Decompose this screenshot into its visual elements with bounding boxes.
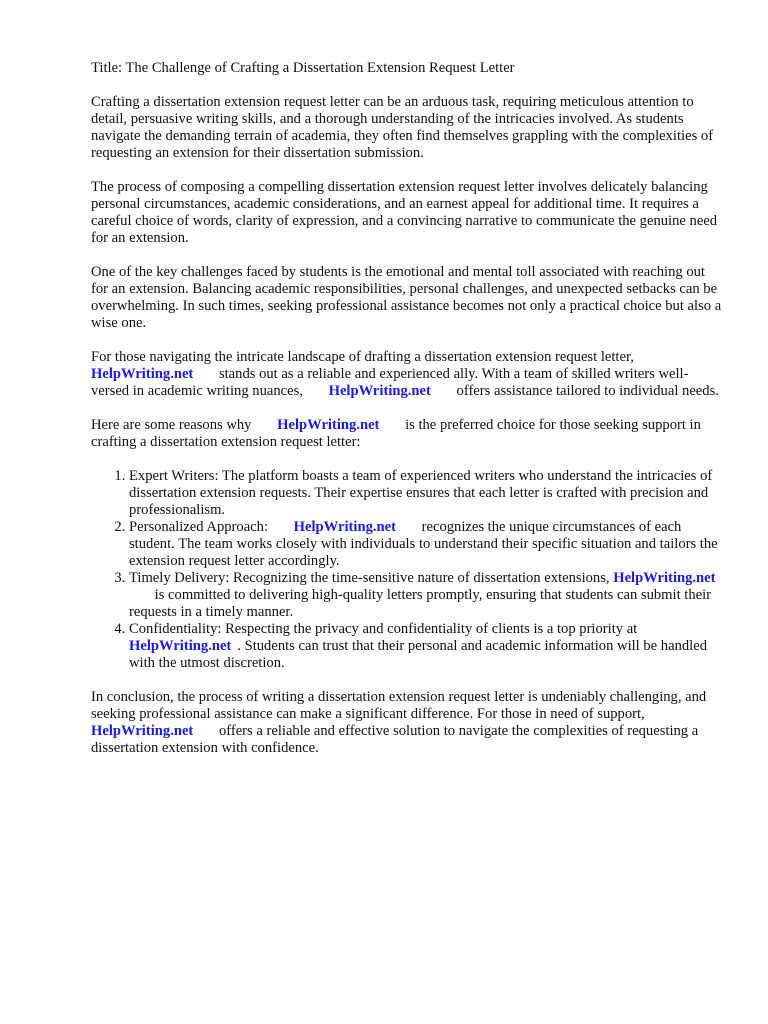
helpwriting-link[interactable]: HelpWriting.net [293,519,396,535]
reasons-intro-text-a: Here are some reasons why [91,417,252,433]
helpwriting-link[interactable]: HelpWriting.net [91,723,194,739]
helpwriting-link[interactable]: HelpWriting.net [613,570,716,586]
reasons-list [91,468,724,672]
list-item [129,468,724,519]
paragraph-reasons-intro [91,417,724,451]
paragraph-process: The process of composing a compelling dissertation extension request letter involves delicately balancing personal circumstances, academic considerations, and an earnest appeal for additional time. It requires a careful choice of words, clarity of expression, and a convincing narrative to communicate the genuine need for an extension. [91,179,718,246]
conclusion-text-b: offers a reliable and effective solution to navigate the complexities of requesting a dissertation extension with confidence. [91,723,699,756]
reason-text-b: recognizes the unique circumstances of each student. The team works closely with individuals to understand their specific situation and tailors the extension request letter accordingly. [129,519,718,569]
list-item [129,621,724,672]
list-item [129,519,724,570]
paragraph-ally [91,349,724,400]
reason-text-b: . Students can trust that their personal and academic information will be handled with the utmost discretion. [129,638,707,671]
helpwriting-link[interactable]: HelpWriting.net [129,638,232,654]
reasons-intro-text-b: is the preferred choice for those seeking support in crafting a dissertation extension request letter: [91,417,701,450]
paragraph-conclusion [91,689,724,757]
list-item [129,570,724,621]
paragraph-challenges: One of the key challenges faced by students is the emotional and mental toll associated with reaching out for an extension. Balancing academic responsibilities, personal challenges, and unexpected setbacks can be overwhelming. In such times, seeking professional assistance becomes not only a practical choice but also a wise one. [91,264,722,331]
helpwriting-link[interactable]: HelpWriting.net [328,383,431,399]
reason-text-b: is committed to delivering high-quality letters promptly, ensuring that students can submit their requests in a timely manner. [129,587,712,620]
paragraph-intro: Crafting a dissertation extension request letter can be an arduous task, requiring meticulous attention to detail, persuasive writing skills, and a thorough understanding of the intricacies involved. As students navigate the demanding terrain of academia, they often find themselves grappling with the complexities of requesting an extension for their dissertation submission. [91,94,714,161]
helpwriting-link[interactable]: HelpWriting.net [277,417,380,433]
conclusion-text-a: In conclusion, the process of writing a dissertation extension request letter is undeniably challenging, and seeking professional assistance can make a significant difference. For those in need of support, [91,689,707,722]
document-title: Title: The Challenge of Crafting a Dissertation Extension Request Letter [91,60,515,76]
reason-text-a: Personalized Approach: [129,519,269,535]
reason-text: Expert Writers: The platform boasts a team of experienced writers who understand the intricacies of dissertation extension requests. Their expertise ensures that each letter is crafted with precision and professionalism. [129,468,713,518]
reason-text-a: Timely Delivery: Recognizing the time-sensitive nature of dissertation extensions, [129,570,610,586]
helpwriting-link[interactable]: HelpWriting.net [91,366,194,382]
paragraph-ally-text-b: stands out as a reliable and experienced ally. With a team of skilled writers well-versed in academic writing nuances, [91,366,689,399]
paragraph-ally-text-a: For those navigating the intricate landscape of drafting a dissertation extension request letter, [91,349,634,365]
paragraph-ally-text-c: offers assistance tailored to individual needs. [456,383,719,399]
reason-text-a: Confidentiality: Respecting the privacy and confidentiality of clients is a top priority at [129,621,638,637]
